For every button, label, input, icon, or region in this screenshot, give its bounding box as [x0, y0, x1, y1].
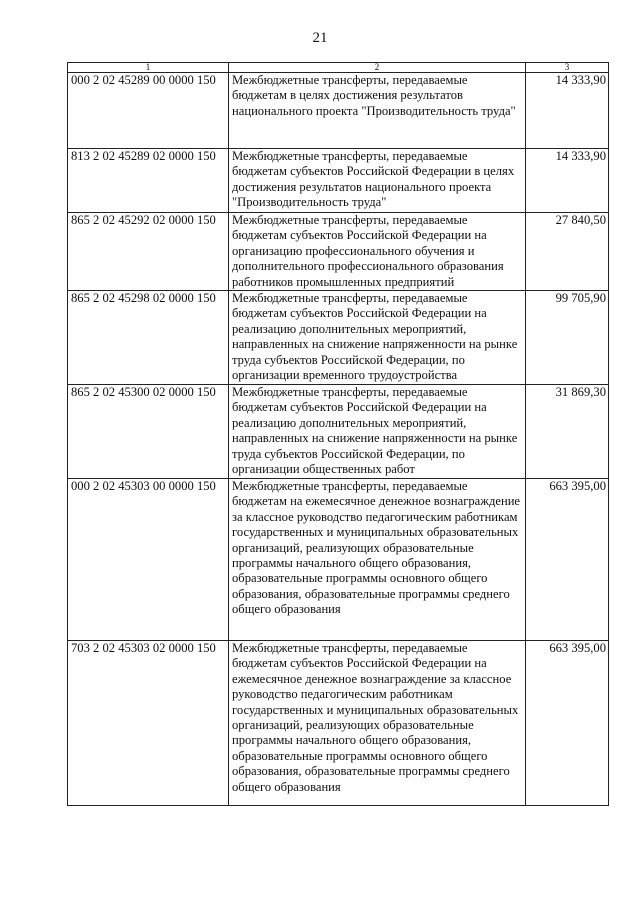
amount-cell: 14 333,90 — [526, 73, 609, 149]
header-col-1: 1 — [68, 63, 229, 73]
table-row — [68, 213, 609, 291]
page-number: 21 — [312, 30, 328, 46]
budget-revenue-table — [67, 62, 609, 806]
table-row — [68, 291, 609, 385]
table-header-row — [68, 63, 609, 73]
table-row — [68, 479, 609, 641]
table-row — [68, 73, 609, 149]
description-cell: Межбюджетные трансферты, передаваемые бюджетам субъектов Российской Федерации на ежемесячное денежное вознаграждение за классное руководство педагогическим работникам государственных и муниципальных образовательных организаций, реализующих образовательные программы начального общего образования, образовательные программы основного общего образования, образовательные программы среднего общего образования — [229, 641, 526, 806]
table-row — [68, 149, 609, 213]
amount-cell: 663 395,00 — [526, 641, 609, 806]
budget-code-cell: 865 2 02 45298 02 0000 150 — [68, 291, 229, 385]
amount-cell: 14 333,90 — [526, 149, 609, 213]
description-cell: Межбюджетные трансферты, передаваемые бюджетам субъектов Российской Федерации на реализацию дополнительных мероприятий, направленных на снижение напряженности на рынке труда субъектов Российской Федерации, по организации временного трудоустройства — [229, 291, 526, 385]
description-cell: Межбюджетные трансферты, передаваемые бюджетам в целях достижения результатов национального проекта "Производительность труда" — [229, 73, 526, 149]
budget-code-cell: 813 2 02 45289 02 0000 150 — [68, 149, 229, 213]
description-cell: Межбюджетные трансферты, передаваемые бюджетам субъектов Российской Федерации на организацию профессионального обучения и дополнительного профессионального образования работников промышленных предприятий — [229, 213, 526, 291]
amount-cell: 27 840,50 — [526, 213, 609, 291]
budget-code-cell: 000 2 02 45289 00 0000 150 — [68, 73, 229, 149]
amount-cell: 31 869,30 — [526, 385, 609, 479]
amount-cell: 663 395,00 — [526, 479, 609, 641]
table-row — [68, 641, 609, 806]
budget-code-cell: 865 2 02 45300 02 0000 150 — [68, 385, 229, 479]
description-cell: Межбюджетные трансферты, передаваемые бюджетам субъектов Российской Федерации на реализацию дополнительных мероприятий, направленных на снижение напряженности на рынке труда субъектов Российской Федерации, по организации общественных работ — [229, 385, 526, 479]
header-col-2: 2 — [229, 63, 526, 73]
budget-code-cell: 865 2 02 45292 02 0000 150 — [68, 213, 229, 291]
amount-cell: 99 705,90 — [526, 291, 609, 385]
budget-code-cell: 703 2 02 45303 02 0000 150 — [68, 641, 229, 806]
description-cell: Межбюджетные трансферты, передаваемые бюджетам субъектов Российской Федерации в целях достижения результатов национального проекта "Производительность труда" — [229, 149, 526, 213]
budget-code-cell: 000 2 02 45303 00 0000 150 — [68, 479, 229, 641]
header-col-3: 3 — [526, 63, 609, 73]
description-cell: Межбюджетные трансферты, передаваемые бюджетам на ежемесячное денежное вознаграждение за классное руководство педагогическим работникам государственных и муниципальных образовательных организаций, реализующих образовательные программы начального общего образования, образовательные программы основного общего образования, образовательные программы среднего общего образования — [229, 479, 526, 641]
table-row — [68, 385, 609, 479]
